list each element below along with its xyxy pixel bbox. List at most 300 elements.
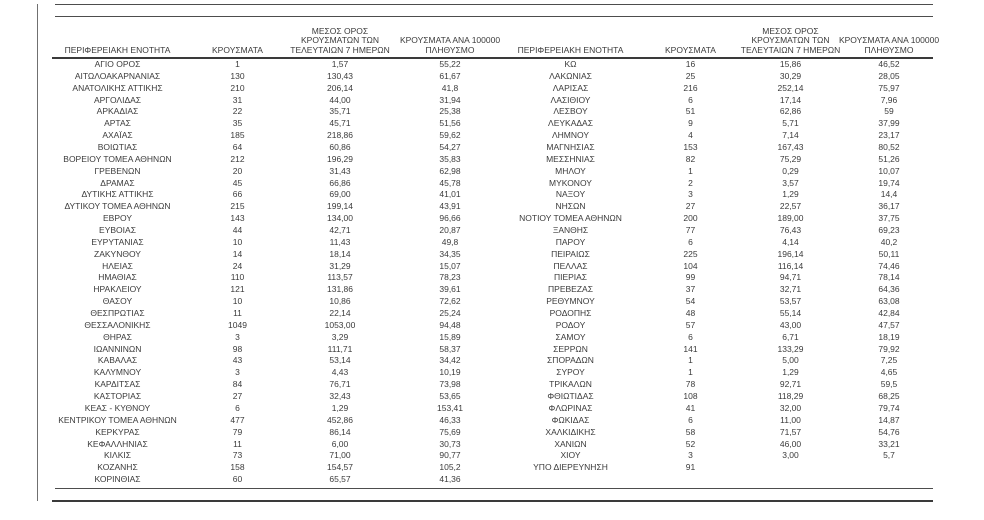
table-cell: 10,07: [878, 165, 900, 176]
table-row: [40, 296, 500, 308]
table-cell: 27: [685, 201, 696, 212]
table-cell: 92,71: [779, 379, 802, 390]
table-cell: 118,29: [777, 391, 804, 402]
table-cell: 4,14: [782, 236, 799, 247]
table-cell: 15,89: [439, 331, 461, 342]
table-cell: 59,62: [439, 130, 461, 141]
table-cell: 9: [688, 118, 693, 129]
table-cell: 35: [232, 118, 243, 129]
table-cell: 25: [685, 70, 696, 81]
table-cell: 153: [683, 142, 698, 153]
table-cell: ΕΥΒΟΙΑΣ: [99, 225, 136, 236]
table-row: [40, 391, 500, 403]
table-cell: ΚΕΡΚΥΡΑΣ: [95, 426, 140, 437]
table-cell: 44,00: [329, 94, 351, 105]
table-row: [498, 332, 935, 344]
table-cell: ΧΑΝΙΩΝ: [554, 438, 587, 449]
table-cell: 2: [688, 177, 693, 188]
table-cell: ΡΟΔΟΥ: [555, 319, 586, 330]
table-cell: ΛΗΜΝΟΥ: [551, 130, 590, 141]
table-cell: 41: [685, 402, 696, 413]
table-cell: 98: [232, 343, 243, 354]
table-row: [40, 154, 500, 166]
table-row: [40, 213, 500, 225]
table-cell: ΜΗΛΟΥ: [555, 165, 586, 176]
table-cell: 3,57: [782, 177, 799, 188]
table-row: [498, 367, 935, 379]
table-cell: 3: [235, 367, 240, 378]
table-row: [498, 439, 935, 451]
table-row: [40, 118, 500, 130]
table-cell: 54,27: [439, 142, 461, 153]
column-header-per100k: [838, 20, 940, 57]
table-cell: 11: [233, 438, 242, 449]
table-cell: ΚΑΡΔΙΤΣΑΣ: [94, 379, 141, 390]
table-cell: 66: [232, 189, 243, 200]
table-row: [498, 284, 935, 296]
table-cell: 17,14: [779, 94, 802, 105]
table-cell: 28,05: [878, 70, 900, 81]
table-cell: 18,14: [329, 248, 351, 259]
left-table-header: [40, 20, 500, 57]
table-cell: 59: [884, 106, 894, 117]
table-cell: ΦΘΙΩΤΙΔΑΣ: [547, 391, 594, 402]
table-cell: 80,52: [878, 142, 900, 153]
table-cell: ΚΟΡΙΝΘΙΑΣ: [94, 474, 141, 485]
table-cell: 68,25: [878, 391, 900, 402]
table-row: [40, 166, 500, 178]
table-cell: 1,29: [331, 402, 349, 413]
table-cell: 3: [688, 189, 693, 200]
table-cell: [843, 462, 935, 474]
table-cell: 79,92: [878, 343, 900, 354]
table-cell: 48: [685, 308, 696, 319]
table-row: [498, 106, 935, 118]
column-header-region: [40, 20, 195, 57]
table-cell: 0,29: [782, 165, 799, 176]
table-cell: 78,23: [439, 272, 461, 283]
table-cell: 51,56: [439, 118, 461, 129]
right-table-body: [498, 59, 935, 474]
table-cell: ΛΑΚΩΝΙΑΣ: [549, 70, 592, 81]
table-cell: 6: [688, 236, 693, 247]
table-cell: ΘΑΣΟΥ: [102, 296, 133, 307]
table-cell: ΗΛΕΙΑΣ: [102, 260, 133, 271]
table-row: [40, 439, 500, 451]
table-cell: ΠΡΕΒΕΖΑΣ: [548, 284, 593, 295]
table-cell: 99: [685, 272, 696, 283]
table-row: [498, 71, 935, 83]
table-cell: 31: [232, 94, 243, 105]
table-cell: ΞΑΝΘΗΣ: [552, 225, 589, 236]
table-cell: 36,17: [878, 201, 900, 212]
table-cell: 113,57: [327, 272, 353, 283]
table-cell: 58: [685, 426, 696, 437]
table-cell: 71,00: [329, 450, 351, 461]
table-cell: 3: [688, 450, 693, 461]
table-cell: ΝΟΤΙΟΥ ΤΟΜΕΑ ΑΘΗΝΩΝ: [519, 213, 622, 224]
table-cell: 7,25: [880, 355, 898, 366]
table-row: [498, 166, 935, 178]
table-cell: 45,71: [329, 118, 351, 129]
table-cell: 50,11: [878, 248, 900, 259]
table-cell: 46,33: [439, 414, 461, 425]
table-cell: 200: [683, 213, 698, 224]
table-cell: 78: [685, 379, 696, 390]
column-header-cases-label: ΚΡΟΥΣΜΑΤΑ: [665, 44, 716, 55]
table-cell: 14,4: [880, 189, 898, 200]
table-cell: 3,00: [782, 450, 799, 461]
table-cell: 58,37: [439, 343, 461, 354]
table-cell: ΛΕΥΚΑΔΑΣ: [548, 118, 593, 129]
table-cell: 42,84: [878, 308, 900, 319]
table-row: [40, 201, 500, 213]
table-row: [498, 320, 935, 332]
table-cell: ΕΥΡΥΤΑΝΙΑΣ: [91, 236, 144, 247]
table-row: [40, 130, 500, 142]
column-header-region-label: ΠΕΡΙΦΕΡΕΙΑΚΗ ΕΝΟΤΗΤΑ: [64, 44, 171, 55]
table-cell: 76,71: [329, 379, 351, 390]
table-cell: 158: [230, 462, 245, 473]
table-cell: ΑΓΙΟ ΟΡΟΣ: [94, 59, 141, 69]
table-cell: ΗΜΑΘΙΑΣ: [98, 272, 137, 283]
table-cell: 75,69: [439, 426, 461, 437]
table-cell: ΠΕΛΛΑΣ: [553, 260, 588, 271]
table-cell: ΤΡΙΚΑΛΩΝ: [549, 379, 592, 390]
table-cell: 39,61: [439, 284, 461, 295]
table-row: [40, 427, 500, 439]
table-cell: 20: [232, 165, 243, 176]
table-cell: ΔΥΤΙΚΗΣ ΑΤΤΙΚΗΣ: [81, 189, 154, 200]
column-header-region-label: ΠΕΡΙΦΕΡΕΙΑΚΗ ΕΝΟΤΗΤΑ: [517, 44, 624, 55]
table-cell: 84: [232, 379, 243, 390]
table-row: [498, 462, 935, 474]
table-cell: 41,8: [441, 82, 459, 93]
table-cell: 69,23: [878, 225, 900, 236]
table-cell: 66,86: [329, 177, 351, 188]
table-cell: 11: [233, 308, 242, 319]
table-cell: 91: [685, 462, 696, 473]
table-row: [498, 130, 935, 142]
table-cell: 63,08: [878, 296, 900, 307]
table-cell: 10: [232, 296, 243, 307]
table-cell: ΑΡΤΑΣ: [104, 118, 131, 129]
table-cell: 18,19: [878, 331, 900, 342]
column-header-cases-label: ΚΡΟΥΣΜΑΤΑ: [212, 44, 263, 55]
table-cell: 53,14: [329, 355, 351, 366]
table-cell: ΒΟΙΩΤΙΑΣ: [97, 142, 138, 153]
table-cell: 6: [688, 331, 693, 342]
table-row: [40, 272, 500, 284]
bottom-rule-outer: [52, 500, 933, 502]
table-cell: 1: [235, 59, 240, 69]
table-row: [498, 391, 935, 403]
column-header-avg7: [280, 20, 400, 57]
table-row: [498, 427, 935, 439]
column-header-avg7: [738, 20, 843, 57]
table-cell: 6: [688, 94, 693, 105]
table-cell: ΑΝΑΤΟΛΙΚΗΣ ΑΤΤΙΚΗΣ: [72, 82, 163, 93]
table-cell: 30,29: [779, 70, 802, 81]
table-cell: 4,65: [880, 367, 898, 378]
table-cell: 452,86: [327, 414, 353, 425]
table-cell: ΣΠΟΡΑΔΩΝ: [547, 355, 594, 366]
table-row: [498, 403, 935, 415]
table-row: [498, 213, 935, 225]
table-cell: 131,86: [327, 284, 353, 295]
table-row: [40, 142, 500, 154]
table-row: [40, 59, 500, 71]
table-row: [40, 178, 500, 190]
table-cell: 104: [683, 260, 698, 271]
table-cell: 196,29: [327, 153, 353, 164]
table-cell: 5,71: [782, 118, 799, 129]
table-cell: 24: [232, 260, 243, 271]
table-row: [40, 344, 500, 356]
table-cell: 90,77: [439, 450, 461, 461]
table-cell: 44: [232, 225, 243, 236]
table-cell: 10,19: [439, 367, 461, 378]
table-cell: 31,94: [439, 94, 461, 105]
table-cell: 51,26: [878, 153, 900, 164]
table-row: [40, 106, 500, 118]
table-cell: 6: [235, 402, 240, 413]
column-header-avg7-label: ΜΕΣΟΣ ΟΡΟΣ ΚΡΟΥΣΜΑΤΩΝ ΤΩΝ ΤΕΛΕΥΤΑΙΩΝ 7 ΗΜΕΡΩΝ: [290, 25, 390, 55]
column-header-per100k-label: ΚΡΟΥΣΜΑΤΑ ΑΝΑ 100000 ΠΛΗΘΥΣΜΟ: [399, 35, 501, 55]
table-cell: 111,71: [327, 343, 353, 354]
table-cell: ΘΕΣΠΡΩΤΙΑΣ: [90, 308, 145, 319]
table-row: [40, 450, 500, 462]
table-cell: 30,73: [439, 438, 461, 449]
table-cell: 25,24: [439, 308, 461, 319]
table-cell: 1053,00: [324, 319, 356, 330]
table-cell: 167,43: [777, 142, 804, 153]
table-cell: 14: [232, 248, 243, 259]
table-cell: ΑΡΓΟΛΙΔΑΣ: [93, 94, 142, 105]
table-cell: ΚΟΖΑΝΗΣ: [97, 462, 138, 473]
table-row: [498, 225, 935, 237]
table-row: [40, 189, 500, 201]
table-row: [498, 154, 935, 166]
table-cell: ΦΩΚΙΔΑΣ: [551, 414, 590, 425]
table-cell: 252,14: [777, 82, 804, 93]
table-row: [40, 379, 500, 391]
table-cell: 477: [230, 414, 245, 425]
table-cell: ΝΑΞΟΥ: [555, 189, 586, 200]
table-cell: ΓΡΕΒΕΝΩΝ: [94, 165, 141, 176]
table-cell: 4,43: [331, 367, 349, 378]
table-cell: ΜΕΣΣΗΝΙΑΣ: [546, 153, 595, 164]
table-row: [40, 474, 500, 486]
table-cell: 6: [688, 414, 693, 425]
table-cell: 45: [232, 177, 243, 188]
table-cell: 55,14: [779, 308, 802, 319]
table-cell: 1049: [228, 319, 247, 330]
table-cell: ΧΑΛΚΙΔΙΚΗΣ: [545, 426, 596, 437]
table-cell: 153,41: [437, 402, 463, 413]
table-cell: 54: [685, 296, 696, 307]
top-rule-outer: [55, 4, 933, 5]
table-cell: 216: [683, 82, 698, 93]
table-cell: ΘΗΡΑΣ: [103, 331, 132, 342]
table-cell: ΚΕΑΣ - ΚΥΘΝΟΥ: [84, 402, 151, 413]
table-cell: ΑΙΤΩΛΟΑΚΑΡΝΑΝΙΑΣ: [74, 70, 161, 81]
table-cell: 11,00: [780, 414, 801, 425]
table-cell: 15,86: [779, 59, 802, 69]
table-cell: 55,22: [439, 59, 461, 69]
column-header-per100k-label: ΚΡΟΥΣΜΑΤΑ ΑΝΑ 100000 ΠΛΗΘΥΣΜΟ: [838, 35, 940, 55]
table-cell: ΧΙΟΥ: [560, 450, 581, 461]
table-row: [40, 225, 500, 237]
table-cell: ΚΑΣΤΟΡΙΑΣ: [93, 391, 142, 402]
table-cell: ΑΧΑΪΑΣ: [102, 130, 133, 141]
table-cell: 210: [230, 82, 245, 93]
table-cell: 34,42: [439, 355, 461, 366]
table-row: [498, 415, 935, 427]
table-cell: 6,00: [331, 438, 349, 449]
table-cell: 154,57: [327, 462, 353, 473]
table-cell: 31,43: [329, 165, 351, 176]
table-cell: 73: [232, 450, 243, 461]
table-row: [498, 237, 935, 249]
table-cell: 79: [232, 426, 243, 437]
table-cell: 143: [230, 213, 245, 224]
table-cell: ΘΕΣΣΑΛΟΝΙΚΗΣ: [84, 319, 151, 330]
table-cell: 51: [685, 106, 696, 117]
table-cell: ΔΡΑΜΑΣ: [100, 177, 135, 188]
table-cell: ΚΑΛΥΜΝΟΥ: [93, 367, 142, 378]
table-cell: 6,71: [782, 331, 799, 342]
column-header-avg7-label: ΜΕΣΟΣ ΟΡΟΣ ΚΡΟΥΣΜΑΤΩΝ ΤΩΝ ΤΕΛΕΥΤΑΙΩΝ 7 ΗΜΕΡΩΝ: [740, 25, 841, 55]
table-row: [498, 59, 935, 71]
table-cell: 5,7: [883, 450, 895, 461]
table-cell: 43,91: [439, 201, 461, 212]
table-cell: ΛΑΡΙΣΑΣ: [552, 82, 589, 93]
right-table: [498, 20, 940, 474]
table-cell: 40,2: [880, 236, 898, 247]
table-cell: ΖΑΚΥΝΘΟΥ: [94, 248, 141, 259]
table-cell: 37,99: [878, 118, 900, 129]
column-header-cases: [195, 20, 280, 57]
table-cell: 10,86: [329, 296, 351, 307]
table-cell: 47,57: [878, 319, 900, 330]
table-cell: ΣΑΜΟΥ: [555, 331, 586, 342]
table-cell: 61,67: [439, 70, 461, 81]
table-cell: 35,83: [439, 153, 461, 164]
table-cell: 5,00: [782, 355, 799, 366]
table-row: [498, 261, 935, 273]
table-cell: ΦΛΩΡΙΝΑΣ: [548, 402, 593, 413]
table-cell: 32,71: [779, 284, 802, 295]
table-cell: 69,00: [329, 189, 351, 200]
table-cell: 1: [688, 367, 693, 378]
table-row: [498, 308, 935, 320]
table-row: [40, 415, 500, 427]
table-cell: ΜΑΓΝΗΣΙΑΣ: [546, 142, 595, 153]
table-cell: 1,57: [331, 59, 349, 69]
table-cell: 133,29: [777, 343, 804, 354]
table-row: [498, 142, 935, 154]
table-cell: 65,57: [329, 474, 351, 485]
table-cell: ΥΠΟ ΔΙΕΡΕΥΝΗΣΗ: [533, 462, 608, 473]
table-cell: ΣΥΡΟΥ: [556, 367, 585, 378]
table-row: [40, 284, 500, 296]
column-header-per100k: [400, 20, 500, 57]
table-row: [40, 355, 500, 367]
table-row: [40, 308, 500, 320]
table-cell: 82: [685, 153, 696, 164]
table-cell: 189,00: [777, 213, 804, 224]
table-cell: 116,14: [777, 260, 804, 271]
column-header-region: [498, 20, 643, 57]
table-cell: ΛΑΣΙΘΙΟΥ: [550, 94, 591, 105]
table-cell: 15,07: [439, 260, 461, 271]
table-row: [498, 296, 935, 308]
table-row: [498, 178, 935, 190]
table-row: [40, 83, 500, 95]
table-cell: 54,76: [878, 426, 900, 437]
table-cell: 79,74: [878, 402, 900, 413]
table-cell: 37,75: [878, 213, 900, 224]
table-cell: 46,52: [878, 59, 900, 69]
table-cell: 76,43: [779, 225, 802, 236]
table-cell: 19,74: [878, 177, 900, 188]
table-cell: 25,38: [439, 106, 461, 117]
table-cell: 225: [683, 248, 698, 259]
table-cell: 108: [683, 391, 698, 402]
table-row: [498, 272, 935, 284]
bottom-rule-inner: [55, 488, 933, 489]
table-cell: 42,71: [329, 225, 351, 236]
table-cell: 218,86: [327, 130, 353, 141]
table-cell: 62,86: [779, 106, 802, 117]
table-cell: 94,48: [439, 319, 461, 330]
table-cell: 78,14: [878, 272, 900, 283]
table-cell: 75,29: [779, 153, 802, 164]
table-cell: 33,21: [878, 438, 900, 449]
table-cell: 196,14: [777, 248, 804, 259]
table-cell: 4: [688, 130, 693, 141]
table-cell: 10: [232, 236, 243, 247]
table-cell: ΣΕΡΡΩΝ: [553, 343, 588, 354]
table-cell: 22,57: [779, 201, 802, 212]
right-table-header: [498, 20, 940, 57]
table-row: [40, 249, 500, 261]
table-cell: ΠΕΙΡΑΙΩΣ: [551, 248, 590, 259]
table-cell: 199,14: [327, 201, 353, 212]
column-header-cases: [643, 20, 738, 57]
table-cell: 134,00: [327, 213, 353, 224]
table-cell: 32,00: [779, 402, 802, 413]
table-cell: 43: [232, 355, 243, 366]
table-cell: 105,2: [439, 462, 461, 473]
table-row: [498, 95, 935, 107]
table-cell: ΚΙΛΚΙΣ: [104, 450, 131, 461]
table-cell: ΚΕΝΤΡΙΚΟΥ ΤΟΜΕΑ ΑΘΗΝΩΝ: [58, 414, 177, 425]
table-row: [40, 95, 500, 107]
table-cell: 62,98: [439, 165, 461, 176]
table-row: [498, 83, 935, 95]
table-cell: 20,87: [439, 225, 461, 236]
table-cell: ΠΙΕΡΙΑΣ: [553, 272, 588, 283]
table-cell: ΠΑΡΟΥ: [555, 236, 586, 247]
table-cell: 64: [232, 142, 243, 153]
table-cell: 71,57: [779, 426, 802, 437]
table-cell: 11,43: [329, 236, 351, 247]
table-cell: 1: [688, 355, 693, 366]
table-cell: 96,66: [439, 213, 461, 224]
table-cell: ΒΟΡΕΙΟΥ ΤΟΜΕΑ ΑΘΗΝΩΝ: [63, 153, 172, 164]
